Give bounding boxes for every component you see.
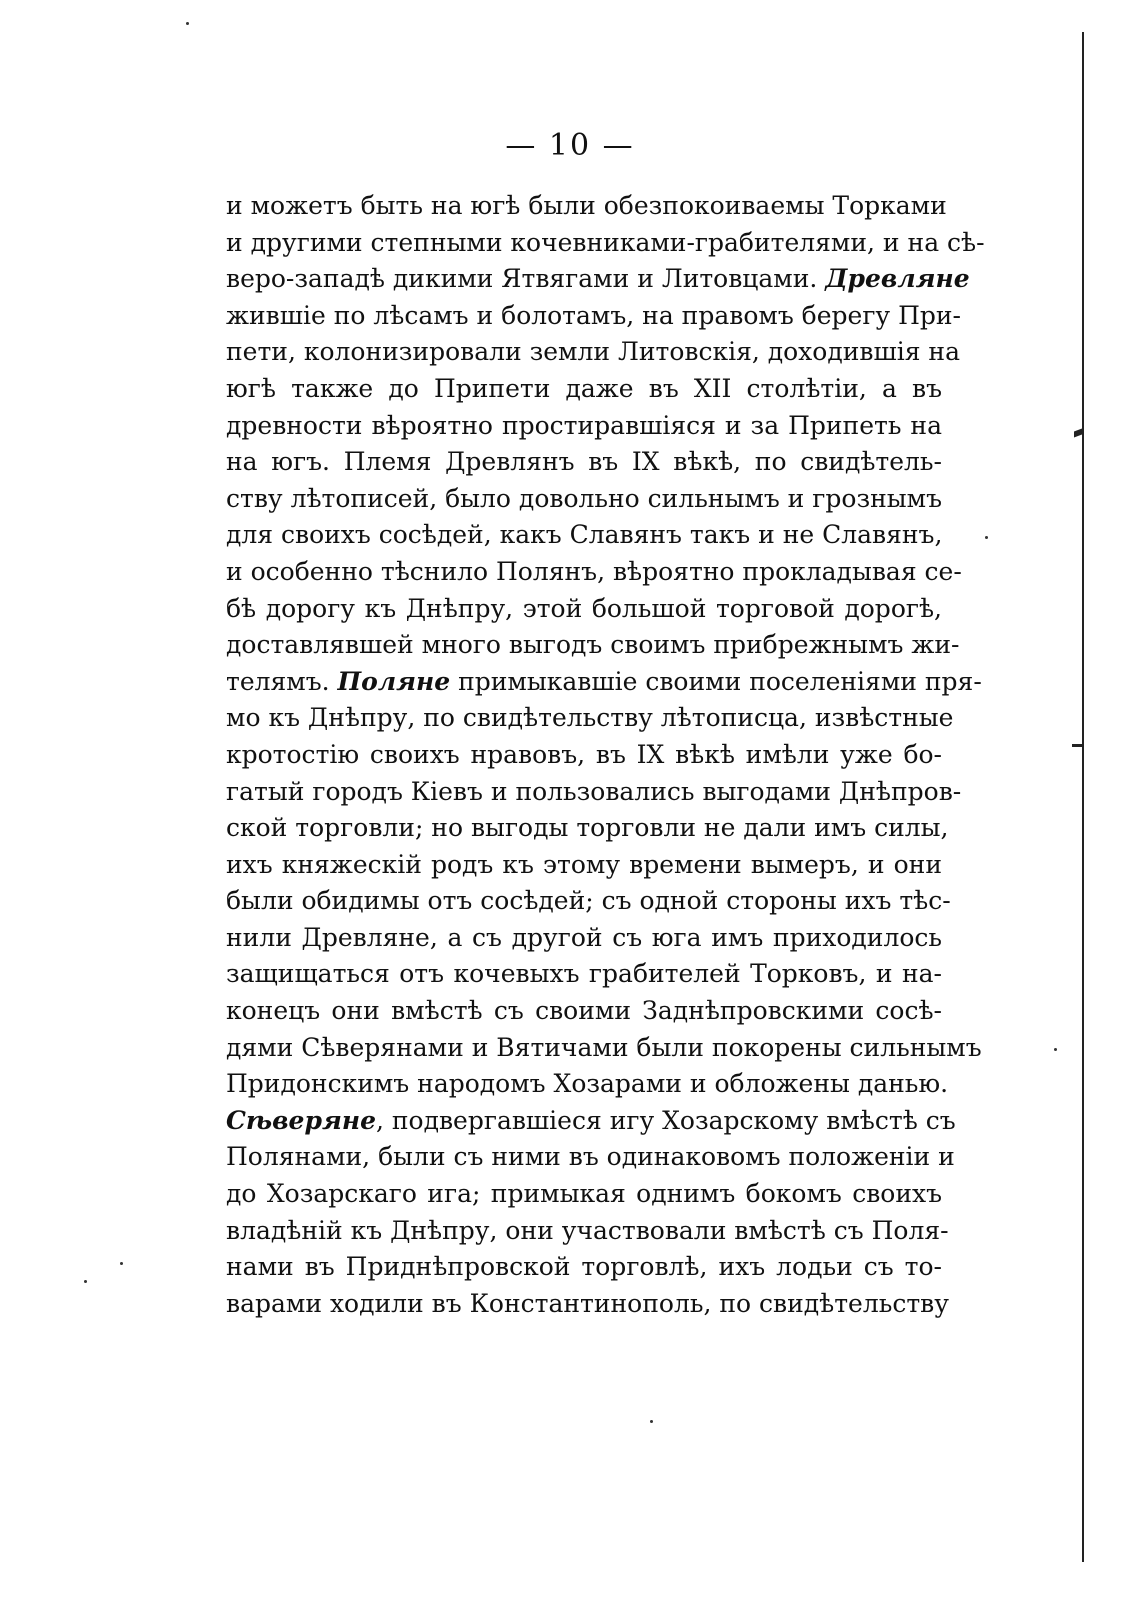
text-line: [226, 225, 985, 262]
text-line: [226, 371, 942, 408]
text-run: на югъ. Племя Древлянъ въ IX вѣкѣ, по свидѣтель-: [226, 447, 942, 477]
text-line: [226, 847, 942, 884]
text-run: бѣ дорогу къ Днѣпру, этой большой торговой дорогѣ,: [226, 593, 942, 623]
text-run: варами ходили въ Константинополь, по свидѣтельству: [226, 1288, 949, 1318]
text-run: Полянами, были съ ними въ одинаковомъ положеніи и: [226, 1142, 955, 1172]
page-number: — 10 —: [505, 128, 635, 163]
text-run: были обидимы отъ сосѣдей; съ одной стороны ихъ тѣс-: [226, 886, 951, 916]
text-run: Придонскимъ народомъ Хозарами и обложены данью.: [226, 1069, 949, 1099]
scan-speck: [1054, 1048, 1057, 1051]
text-run: югѣ также до Припети даже въ XII столѣтіи, а въ: [226, 373, 942, 403]
text-line: [226, 1066, 949, 1103]
text-run: нили Древляне, а съ другой съ юга имъ приходилось: [226, 922, 942, 952]
text-run: до Хозарскаго ига; примыкая однимъ бокомъ своихъ: [226, 1179, 942, 1209]
text-line: [226, 627, 960, 664]
text-line: [226, 664, 982, 701]
text-run: нами въ Приднѣпровской торговлѣ, ихъ лодьи съ то-: [226, 1252, 942, 1282]
text-line: [226, 591, 942, 628]
scan-speck: [186, 22, 189, 25]
scan-artifact: [1074, 429, 1082, 438]
text-line: [226, 737, 942, 774]
text-run: кротостію своихъ нравовъ, въ IX вѣкѣ имѣли уже бо-: [226, 739, 942, 769]
text-run: телямъ.: [226, 666, 338, 696]
scan-artifact: [1072, 744, 1082, 747]
body-text: [226, 188, 985, 1322]
text-line: [226, 1103, 956, 1140]
text-line: [226, 956, 942, 993]
text-line: [226, 481, 942, 518]
text-line: [226, 188, 947, 225]
text-line: [226, 810, 949, 847]
text-line: [226, 920, 942, 957]
italic-term: Древляне: [825, 264, 970, 294]
text-line: [226, 1249, 942, 1286]
text-run: владѣній къ Днѣпру, они участвовали вмѣстѣ съ Поля-: [226, 1215, 949, 1245]
text-run: доставлявшей много выгодъ своимъ прибрежнымъ жи-: [226, 630, 960, 660]
text-run: пети, колонизировали земли Литовскія, доходившія на: [226, 337, 960, 367]
text-line: [226, 883, 951, 920]
text-line: [226, 298, 961, 335]
text-run: конецъ они вмѣстѣ съ своими Заднѣпровскими сосѣ-: [226, 996, 942, 1026]
text-line: [226, 700, 954, 737]
text-run: защищаться отъ кочевыхъ грабителей Торковъ, и на-: [226, 959, 942, 989]
text-run: ской торговли; но выгоды торговли не дали имъ силы,: [226, 813, 949, 843]
scan-speck: [120, 1262, 123, 1265]
scan-speck: [985, 536, 988, 539]
text-run: жившіе по лѣсамъ и болотамъ, на правомъ берегу При-: [226, 300, 961, 330]
text-run: и можетъ быть на югѣ были обезпокоиваемы Торками: [226, 191, 947, 220]
text-run: для своихъ сосѣдей, какъ Славянъ такъ и не Славянъ,: [226, 520, 943, 550]
text-run: ихъ княжескій родъ къ этому времени вымеръ, и они: [226, 849, 942, 879]
italic-term: Поляне: [337, 666, 451, 696]
text-line: [226, 334, 960, 371]
text-run: веро-западѣ дикими Ятвягами и Литовцами.: [226, 264, 826, 294]
text-line: [226, 1176, 942, 1213]
text-line: [226, 444, 942, 481]
text-line: [226, 408, 942, 445]
scan-speck: [650, 1420, 653, 1423]
text-line: [226, 1030, 982, 1067]
text-run: ству лѣтописей, было довольно сильнымъ и грознымъ: [226, 483, 942, 513]
italic-term: Сѣверяне: [226, 1105, 376, 1135]
text-run: , подвергавшіеся игу Хозарскому вмѣстѣ съ: [375, 1105, 956, 1135]
text-run: гатый городъ Кіевъ и пользовались выгодами Днѣпров-: [226, 776, 962, 806]
scan-margin-edge: [1082, 32, 1084, 1562]
scan-speck: [84, 1280, 87, 1283]
text-line: [226, 774, 962, 811]
text-line: [226, 261, 970, 298]
text-run: дями Сѣверянами и Вятичами были покорены сильнымъ: [226, 1032, 982, 1062]
text-line: [226, 1213, 949, 1250]
text-line: [226, 517, 942, 554]
text-line: [226, 554, 962, 591]
text-run: и другими степными кочевниками-грабителями, и на сѣ-: [226, 227, 985, 257]
text-line: [226, 1139, 955, 1176]
text-run: примыкавшіе своими поселеніями пря-: [450, 666, 982, 696]
text-line: [226, 1286, 949, 1323]
text-run: древности вѣроятно простиравшіяся и за Припеть на: [226, 410, 942, 440]
text-line: [226, 993, 942, 1030]
text-run: и особенно тѣснило Полянъ, вѣроятно прокладывая се-: [226, 556, 962, 586]
text-run: мо къ Днѣпру, по свидѣтельству лѣтописца, извѣстные: [226, 703, 954, 733]
